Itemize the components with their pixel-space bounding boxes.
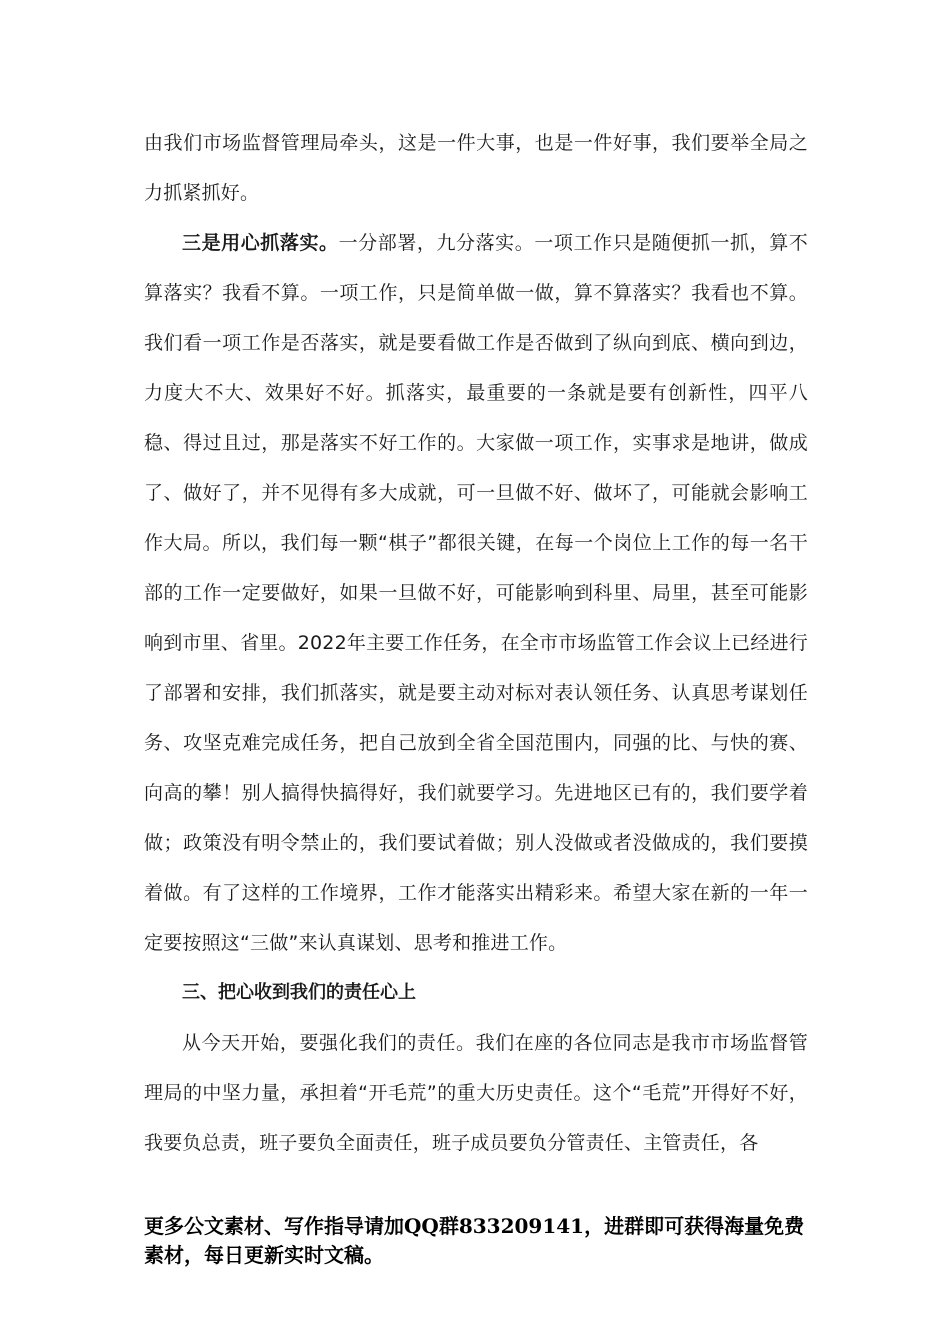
footer-promo-note: 更多公文素材、写作指导请加QQ群833209141，进群即可获得海量免费素材，每日更新实时文稿。 xyxy=(144,1214,805,1267)
document-body xyxy=(144,118,808,1168)
paragraph-implementation-text: 一分部署，九分落实。一项工作只是随便抓一抓，算不算落实？我看不算。一项工作，只是简单做一做，算不算落实？我看也不算。我们看一项工作是否落实，就是要看做工作是否做到了纵向到底、横向到边，力度大不大、效果好不好。抓落实，最重要的一条就是要有创新性，四平八稳、得过且过，那是落实不好工作的。大家做一项工作，实事求是地讲，做成了、做好了，并不见得有多大成就，可一旦做不好、做坏了，可能就会影响工作大局。所以，我们每一颗“棋子”都很关键，在每一个岗位上工作的每一名干部的工作一定要做好，如果一旦做不好，可能影响到科里、局里，甚至可能影响到市里、省里。2022年主要工作任务，在全市市场监管工作会议上已经进行了部署和安排，我们抓落实，就是要主动对标对表认领任务、认真思考谋划任务、攻坚克难完成任务，把自己放到全省全国范围内，同强的比、与快的赛、向高的攀！别人搞得快搞得好，我们就要学习。先进地区已有的，我们要学着做；政策没有明令禁止的，我们要试着做；别人没做或者没做成的，我们要摸着做。有了这样的工作境界，工作才能落实出精彩来。希望大家在新的一年一定要按照这“三做”来认真谋划、思考和推进工作。 xyxy=(144,232,808,954)
paragraph-responsibility: 从今天开始，要强化我们的责任。我们在座的各位同志是我市市场监督管理局的中坚力量，承担着“开毛荒”的重大历史责任。这个“毛荒”开得好不好，我要负总责，班子要负全面责任，班子成员要负分管责任、主管责任，各 xyxy=(144,1032,808,1154)
paragraph-implementation xyxy=(144,218,808,968)
paragraph-continuation: 由我们市场监督管理局牵头，这是一件大事，也是一件好事，我们要举全局之力抓紧抓好。 xyxy=(144,132,808,204)
paragraph-lead-bold: 三是用心抓落实。 xyxy=(182,232,339,254)
section-heading: 三、把心收到我们的责任心上 xyxy=(182,982,416,1003)
